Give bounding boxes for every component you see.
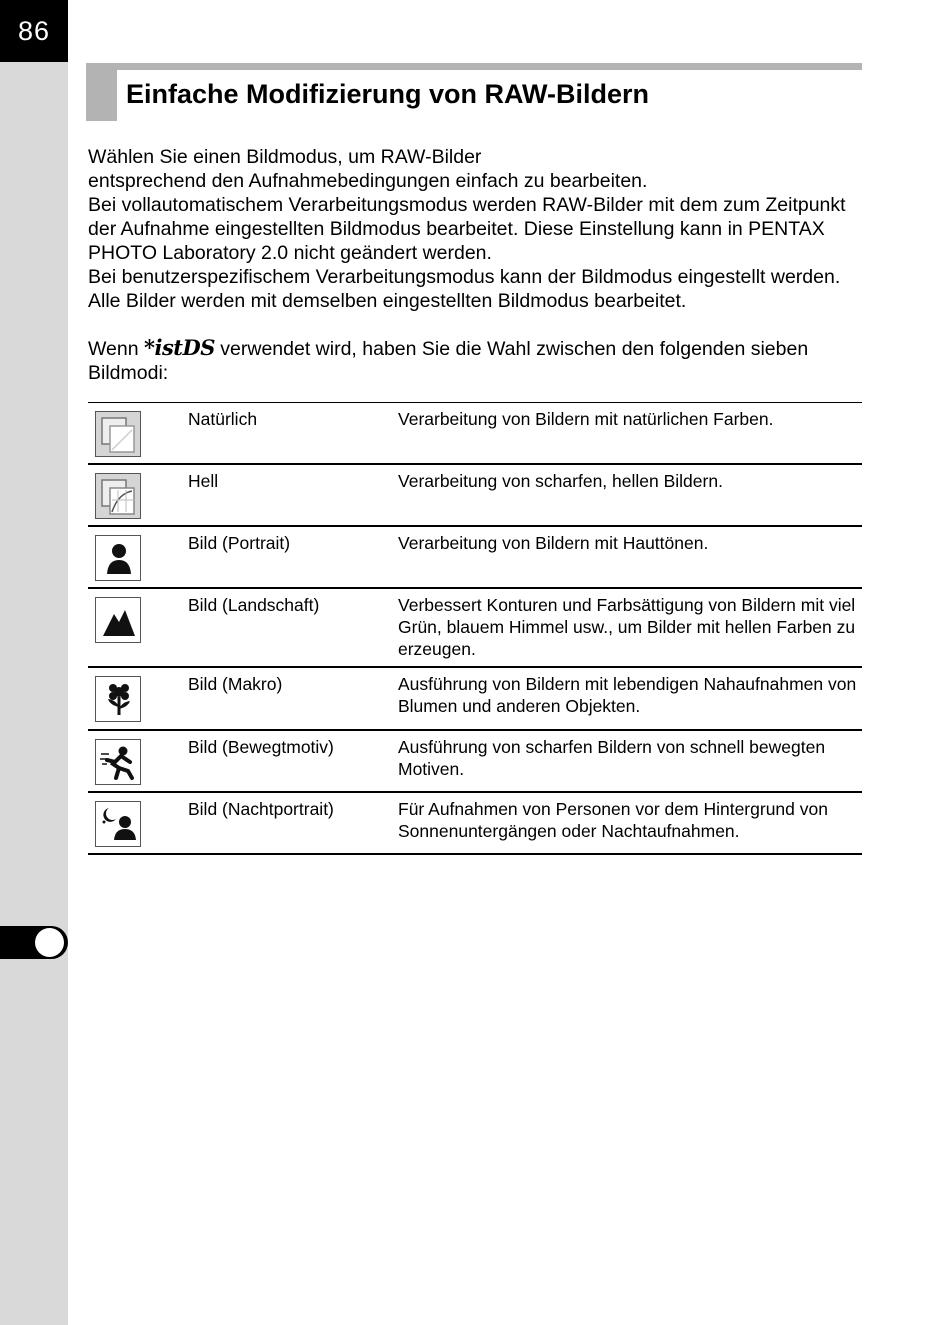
mode-description: Verarbeitung von Bildern mit natürlichen Farben. (398, 409, 774, 429)
table-row (88, 465, 862, 527)
chapter-tab-circle (35, 928, 64, 957)
side-strip (0, 0, 68, 1325)
intro-line: Bei benutzerspezifischem Verarbeitungsmodus kann der Bildmodus eingestellt werden. Alle Bilder werden mit demselben eingestellten Bildmodus bearbeitet. (88, 266, 841, 312)
table-row (88, 527, 862, 589)
bright-mode-icon (95, 473, 141, 519)
intro-line: Wählen Sie einen Bildmodus, um RAW-Bilder (88, 146, 482, 168)
landscape-icon (95, 597, 141, 643)
wenn-paragraph (88, 336, 858, 385)
table-row (88, 403, 862, 465)
mode-description: Verarbeitung von Bildern mit Hauttönen. (398, 533, 709, 553)
natural-mode-icon (95, 411, 141, 457)
table-row (88, 668, 862, 731)
portrait-icon (95, 535, 141, 581)
mode-name: Natürlich (188, 409, 258, 429)
intro-text (88, 145, 858, 313)
table-row (88, 589, 862, 668)
mode-description: Verbessert Konturen und Farbsättigung von Bildern mit viel Grün, blauem Himmel usw., um Bilder mit hellen Farben zu erzeugen. (398, 595, 856, 659)
istds-logo: *istDS (144, 335, 215, 360)
mode-name: Hell (188, 471, 219, 491)
mode-name: Bild (Portrait) (188, 533, 291, 553)
mode-description: Verarbeitung von scharfen, hellen Bildern. (398, 471, 723, 491)
title-bar-accent (86, 63, 117, 121)
wenn-prefix: Wenn (88, 338, 145, 360)
macro-flower-icon (95, 676, 141, 722)
mode-table (88, 402, 862, 855)
mode-name: Bild (Makro) (188, 674, 283, 694)
mode-name: Bild (Landschaft) (188, 595, 320, 615)
intro-line: entsprechend den Aufnahmebedingungen einfach zu bearbeiten. (88, 170, 648, 192)
page-title: Einfache Modifizierung von RAW-Bildern (126, 79, 649, 109)
night-portrait-icon (95, 801, 141, 847)
moving-object-icon (95, 739, 141, 785)
page-number: 86 (0, 0, 68, 62)
intro-line: Bei vollautomatischem Verarbeitungsmodus werden RAW-Bilder mit dem zum Zeitpunkt der Aufnahme eingestellten Bildmodus bearbeitet. Diese Einstellung kann in PENTAX PHOTO Laboratory 2.0 nicht geändert werden. (88, 194, 846, 264)
table-row (88, 731, 862, 793)
table-row (88, 793, 862, 855)
mode-name: Bild (Bewegtmotiv) (188, 737, 334, 757)
mode-description: Ausführung von scharfen Bildern von schnell bewegten Motiven. (398, 737, 826, 779)
title-bar-top (86, 63, 862, 70)
mode-description: Für Aufnahmen von Personen vor dem Hintergrund von Sonnenuntergängen oder Nachtaufnahmen. (398, 799, 828, 841)
wenn-suffix: verwendet wird, haben Sie die Wahl zwischen den folgenden sieben Bildmodi: (88, 338, 809, 384)
mode-name: Bild (Nachtportrait) (188, 799, 334, 819)
mode-description: Ausführung von Bildern mit lebendigen Nahaufnahmen von Blumen und anderen Objekten. (398, 674, 857, 716)
